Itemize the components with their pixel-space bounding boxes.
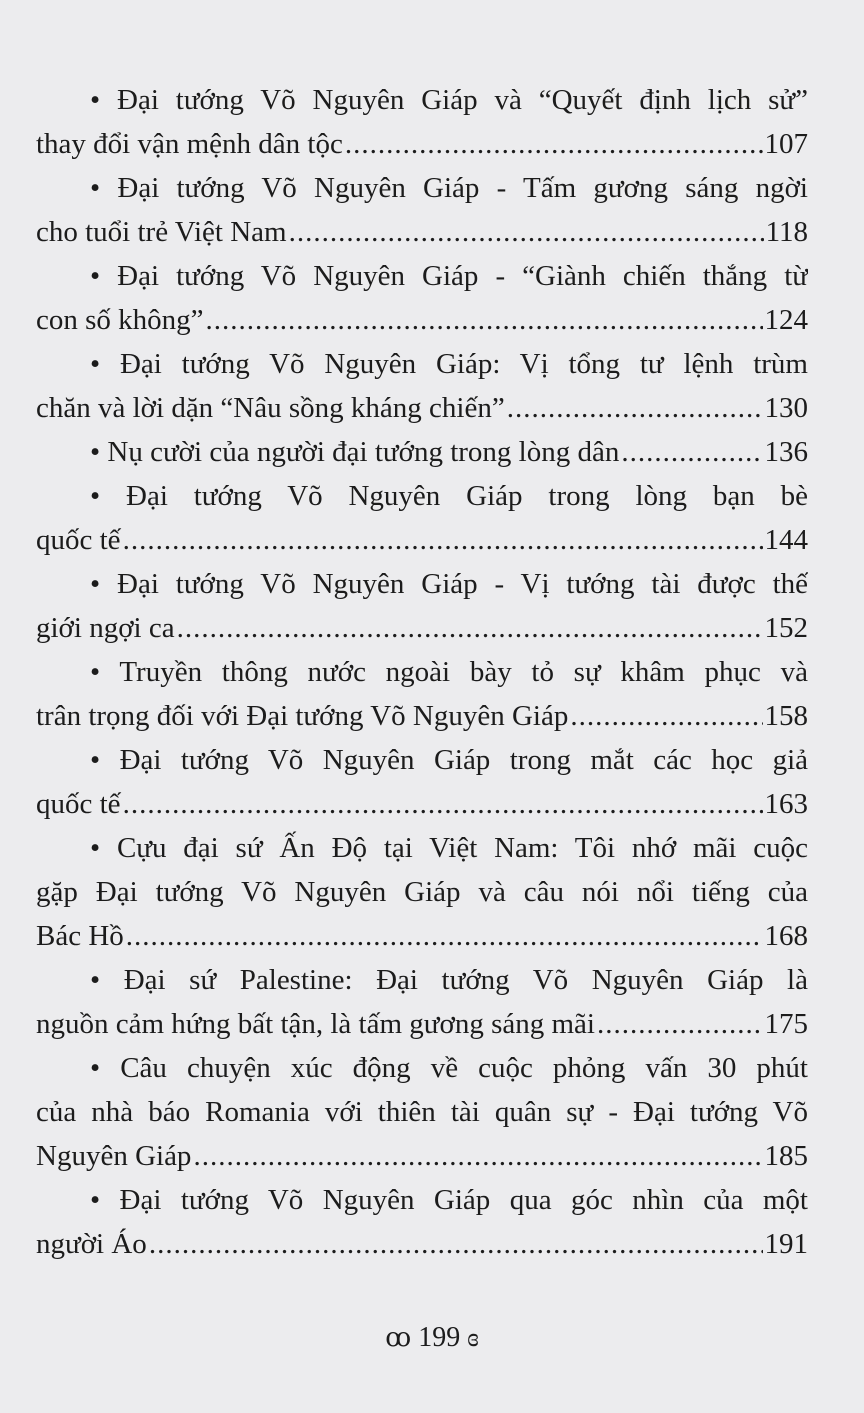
toc-entry-line: • Cựu đại sứ Ấn Độ tại Việt Nam: Tôi nhớ mãi cuộc (90, 832, 808, 864)
toc-page-number: 185 (764, 1140, 808, 1172)
dot-leader (289, 210, 764, 254)
page-footer (0, 1322, 864, 1354)
toc-entry-title-end: người Áo (36, 1228, 147, 1260)
dot-leader (149, 1222, 763, 1266)
toc-entry-last-line (36, 606, 808, 650)
toc-entry-last-line (36, 430, 808, 474)
toc-entry-line: của nhà báo Romania với thiên tài quân sự - Đại tướng Võ (36, 1096, 808, 1128)
toc-entry-title-end: con số không” (36, 304, 204, 336)
toc-page-number: 118 (765, 216, 808, 248)
toc-page-number: 136 (764, 436, 808, 468)
dot-leader (206, 298, 763, 342)
toc-entry-title-end: • Nụ cười của người đại tướng trong lòng dân (90, 436, 620, 468)
toc-entry-title-end: Bác Hồ (36, 920, 124, 952)
toc-entry-last-line (36, 298, 808, 342)
toc-entry-title-end: quốc tế (36, 524, 121, 556)
toc-entry-last-line (36, 782, 808, 826)
toc-entry-last-line (36, 694, 808, 738)
toc-entry (36, 1046, 808, 1178)
toc-page-number: 158 (764, 700, 808, 732)
dot-leader (123, 518, 763, 562)
toc-entry (36, 958, 808, 1046)
toc-entry (36, 1178, 808, 1266)
toc-entry (36, 650, 808, 738)
toc-entry (36, 78, 808, 166)
toc-entry-line: • Đại sứ Palestine: Đại tướng Võ Nguyên Giáp là (90, 964, 808, 996)
toc-entry-title-end: chăn và lời dặn “Nâu sồng kháng chiến” (36, 392, 505, 424)
dot-leader (597, 1002, 763, 1046)
dot-leader (570, 694, 762, 738)
dot-leader (621, 430, 762, 474)
toc-page-number: 130 (764, 392, 808, 424)
toc-entry-title-end: Nguyên Giáp (36, 1140, 192, 1172)
toc-entry-line: • Đại tướng Võ Nguyên Giáp: Vị tổng tư lệnh trùm (90, 348, 808, 380)
toc-page-number: 168 (764, 920, 808, 952)
page-number: 199 (418, 1322, 461, 1353)
toc-entry-line: • Đại tướng Võ Nguyên Giáp - Tấm gương sáng ngời (90, 172, 808, 204)
toc-entry-title-end: trân trọng đối với Đại tướng Võ Nguyên Giáp (36, 700, 569, 732)
toc-page-number: 175 (764, 1008, 808, 1040)
dot-leader (177, 606, 763, 650)
dot-leader (193, 1134, 762, 1178)
toc-entry (36, 562, 808, 650)
toc-entry-line: • Câu chuyện xúc động về cuộc phỏng vấn 30 phút (90, 1052, 808, 1084)
toc-entry (36, 738, 808, 826)
dot-leader (126, 914, 763, 958)
toc-entry (36, 342, 808, 430)
toc-entry-last-line (36, 210, 808, 254)
toc-entry-title-end: cho tuổi trẻ Việt Nam (36, 216, 287, 248)
toc-entry-title-end: quốc tế (36, 788, 121, 820)
toc-entry (36, 254, 808, 342)
table-of-contents (36, 78, 808, 1266)
toc-entry-title-end: giới ngợi ca (36, 612, 175, 644)
toc-page-number: 163 (764, 788, 808, 820)
toc-entry-line: • Đại tướng Võ Nguyên Giáp và “Quyết định lịch sử” (90, 84, 808, 116)
toc-entry-line: • Đại tướng Võ Nguyên Giáp - Vị tướng tài được thế (90, 568, 808, 600)
toc-page-number: 124 (764, 304, 808, 336)
right-ornament: ɞ (467, 1323, 479, 1352)
toc-entry-title-end: thay đổi vận mệnh dân tộc (36, 128, 343, 160)
toc-entry-last-line (36, 122, 808, 166)
toc-page-number: 144 (764, 524, 808, 556)
toc-entry-line: • Truyền thông nước ngoài bày tỏ sự khâm phục và (90, 656, 808, 688)
toc-entry-last-line (36, 1002, 808, 1046)
toc-entry-line: gặp Đại tướng Võ Nguyên Giáp và câu nói nổi tiếng của (36, 876, 808, 908)
toc-entry-line: • Đại tướng Võ Nguyên Giáp - “Giành chiến thắng từ (90, 260, 808, 292)
toc-entry (36, 474, 808, 562)
toc-entry (36, 826, 808, 958)
toc-entry-line: • Đại tướng Võ Nguyên Giáp qua góc nhìn của một (90, 1184, 808, 1216)
toc-entry-last-line (36, 1222, 808, 1266)
toc-entry-last-line (36, 914, 808, 958)
dot-leader (345, 122, 763, 166)
toc-page-number: 107 (764, 128, 808, 160)
toc-entry-line: • Đại tướng Võ Nguyên Giáp trong lòng bạn bè (90, 480, 808, 512)
left-ornament: ꝏ (385, 1323, 412, 1352)
toc-entry-last-line (36, 386, 808, 430)
toc-entry (36, 166, 808, 254)
toc-entry-title-end: nguồn cảm hứng bất tận, là tấm gương sáng mãi (36, 1008, 595, 1040)
toc-entry-last-line (36, 1134, 808, 1178)
toc-page-number: 191 (764, 1228, 808, 1260)
toc-entry-line: • Đại tướng Võ Nguyên Giáp trong mắt các học giả (90, 744, 808, 776)
dot-leader (123, 782, 763, 826)
dot-leader (507, 386, 763, 430)
toc-entry-last-line (36, 518, 808, 562)
toc-entry (36, 430, 808, 474)
toc-page-number: 152 (764, 612, 808, 644)
